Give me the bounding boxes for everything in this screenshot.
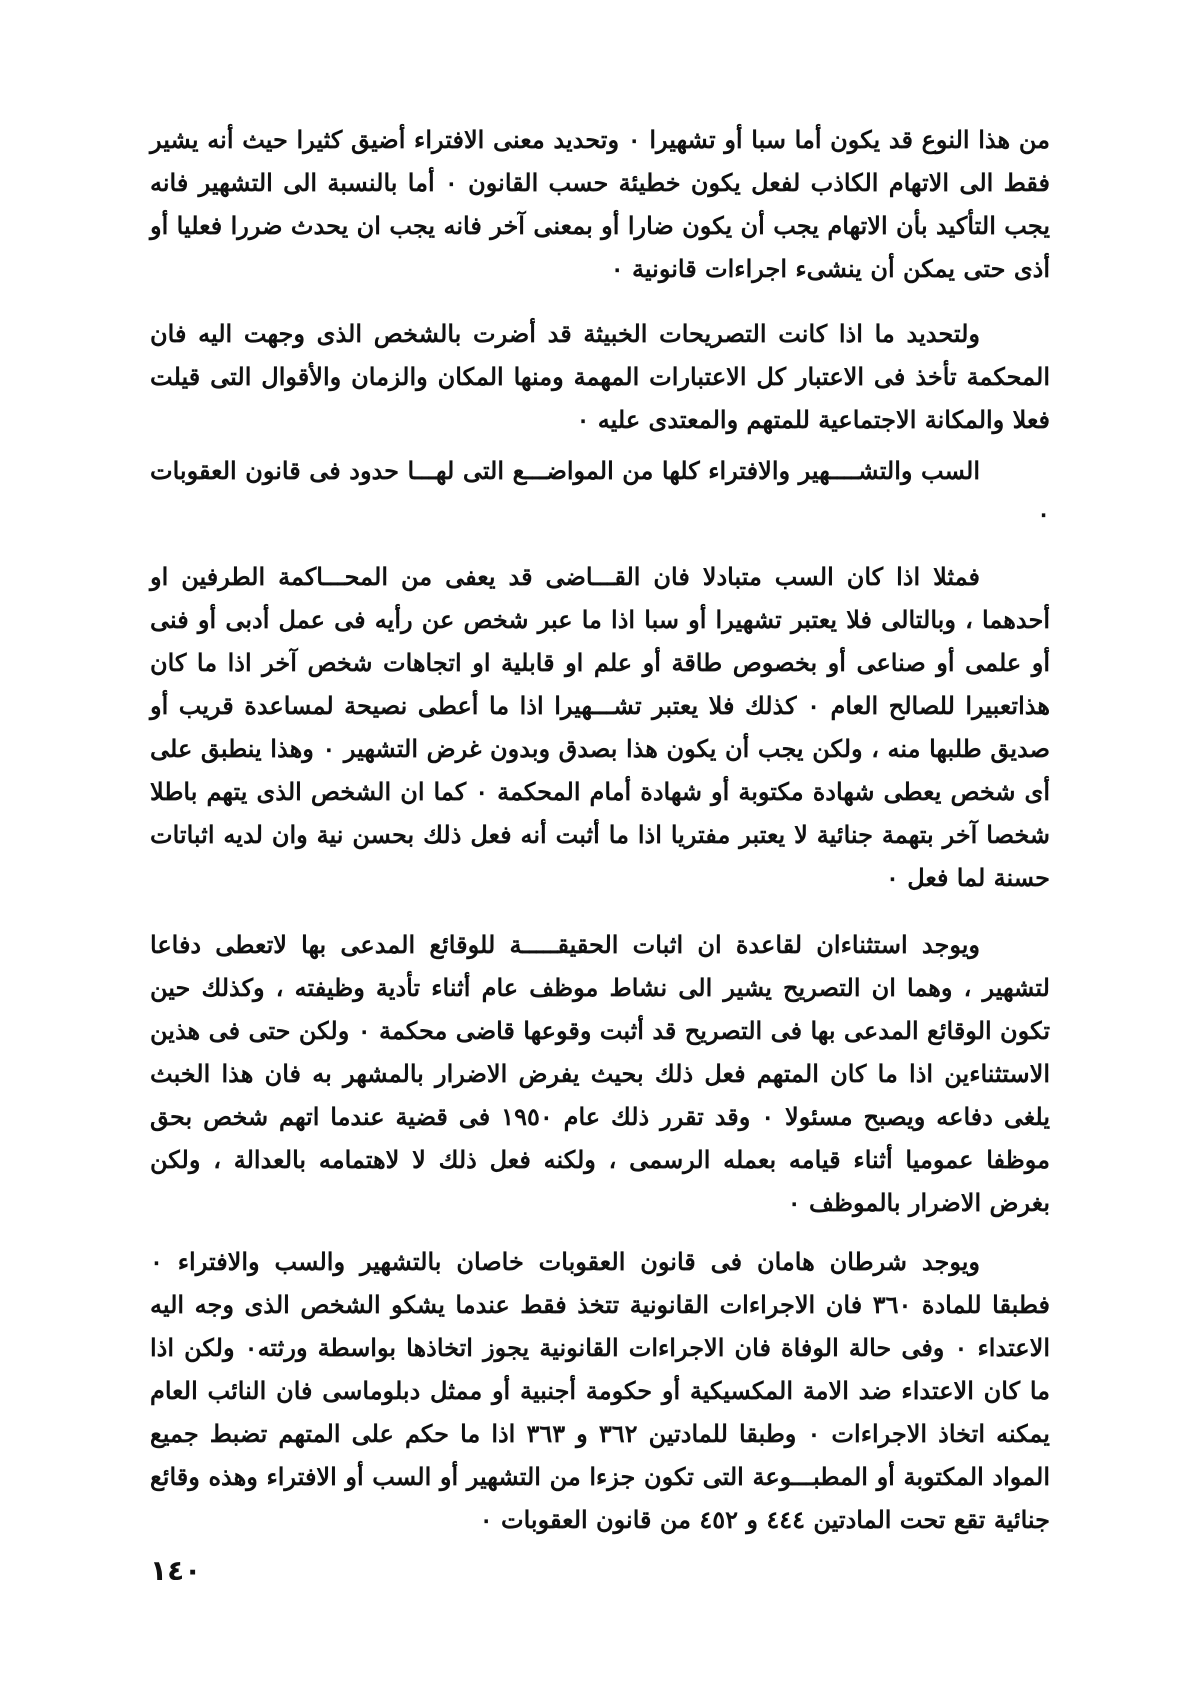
paragraph-3: السب والتشــــهير والافتراء كلها من المواضـــع التى لهـــا حدود فى قانون العقوبات ٠ xyxy=(150,456,1050,528)
paragraph-5: ويوجد استثناءان لقاعدة ان اثبات الحقيقـــــة للوقائع المدعى بها لاتعطى دفاعا لتشهير ، وهما ان التصريح يشير الى نشاط موظف عام أثناء تأدية وظيفته ، وكذلك حين تكون الوقائع المدعى بها فى التصريح قد أثبت وقوعها قاضى محكمة ٠ ولكن حتى فى هذين الاستثناءين اذا ما كان المتهم فعل ذلك بحيث يفرض الاضرار بالمشهر به فان هذا الخبث يلغى دفاعه ويصبح مسئولا ٠ وقد تقرر ذلك عام ١٩٥٠ فى قضية عندما اتهم شخص بحق موظفا عموميا أثناء قيامه بعمله الرسمى ، ولكنه فعل ذلك لا لاهتمامه بالعدالة ، ولكن بغرض الاضرار بالموظف ٠ xyxy=(150,930,1051,1217)
paragraph-1: من هذا النوع قد يكون أما سبا أو تشهيرا ٠ وتحديد معنى الافتراء أضيق كثيرا حيث أنه يشير فقط الى الاتهام الكاذب لفعل يكون خطيئة حسب القانون ٠ أما بالنسبة الى التشهير فانه يجب التأكيد بأن الاتهام يجب أن يكون ضارا أو بمعنى آخر فانه يجب ان يحدث ضررا فعليا أو أذى حتى يمكن أن ينشىء اجراءات قانونية ٠ xyxy=(150,125,1050,283)
body-text xyxy=(150,118,1050,1541)
paragraph-2: ولتحديد ما اذا كانت التصريحات الخبيثة قد أضرت بالشخص الذى وجهت اليه فان المحكمة تأخذ فى الاعتبار كل الاعتبارات المهمة ومنها المكان والزمان والأقوال التى قيلت فعلا والمكانة الاجتماعية للمتهم والمعتدى عليه ٠ xyxy=(150,319,1050,434)
paragraph-6: ويوجد شرطان هامان فى قانون العقوبات خاصان بالتشهير والسب والافتراء ٠ فطبقا للمادة ٣٦٠ فان الاجراءات القانونية تتخذ فقط عندما يشكو الشخص الذى وجه اليه الاعتداء ٠ وفى حالة الوفاة فان الاجراءات القانونية يجوز اتخاذها بواسطة ورثته٠ ولكن اذا ما كان الاعتداء ضد الامة المكسيكية أو حكومة أجنبية أو ممثل دبلوماسى فان النائب العام يمكنه اتخاذ الاجراءات ٠ وطبقا للمادتين ٣٦٢ و ٣٦٣ اذا ما حكم على المتهم تضبط جميع المواد المكتوبة أو المطبـــوعة التى تكون جزءا من التشهير أو السب أو الافتراء وهذه وقائع جنائية تقع تحت المادتين ٤٤٤ و ٤٥٢ من قانون العقوبات ٠ xyxy=(150,1247,1050,1534)
paragraph-4: فمثلا اذا كان السب متبادلا فان القـــاضى قد يعفى من المحـــاكمة الطرفين او أحدهما ، وبالتالى فلا يعتبر تشهيرا أو سبا اذا ما عبر شخص عن رأيه فى عمل أدبى أو فنى أو علمى أو صناعى أو بخصوص طاقة أو علم او قابلية او اتجاهات شخص آخر اذا ما كان هذاتعبيرا للصالح العام ٠ كذلك فلا يعتبر تشـــهيرا اذا ما أعطى نصيحة لمساعدة قريب أو صديق طلبها منه ، ولكن يجب أن يكون هذا بصدق وبدون غرض التشهير ٠ وهذا ينطبق على أى شخص يعطى شهادة مكتوبة أو شهادة أمام المحكمة ٠ كما ان الشخص الذى يتهم باطلا شخصا آخر بتهمة جنائية لا يعتبر مفتريا اذا ما أثبت أنه فعل ذلك بحسن نية وان لديه اثباتات حسنة لما فعل ٠ xyxy=(150,562,1051,892)
page-number: ١٤٠ xyxy=(150,1554,202,1587)
